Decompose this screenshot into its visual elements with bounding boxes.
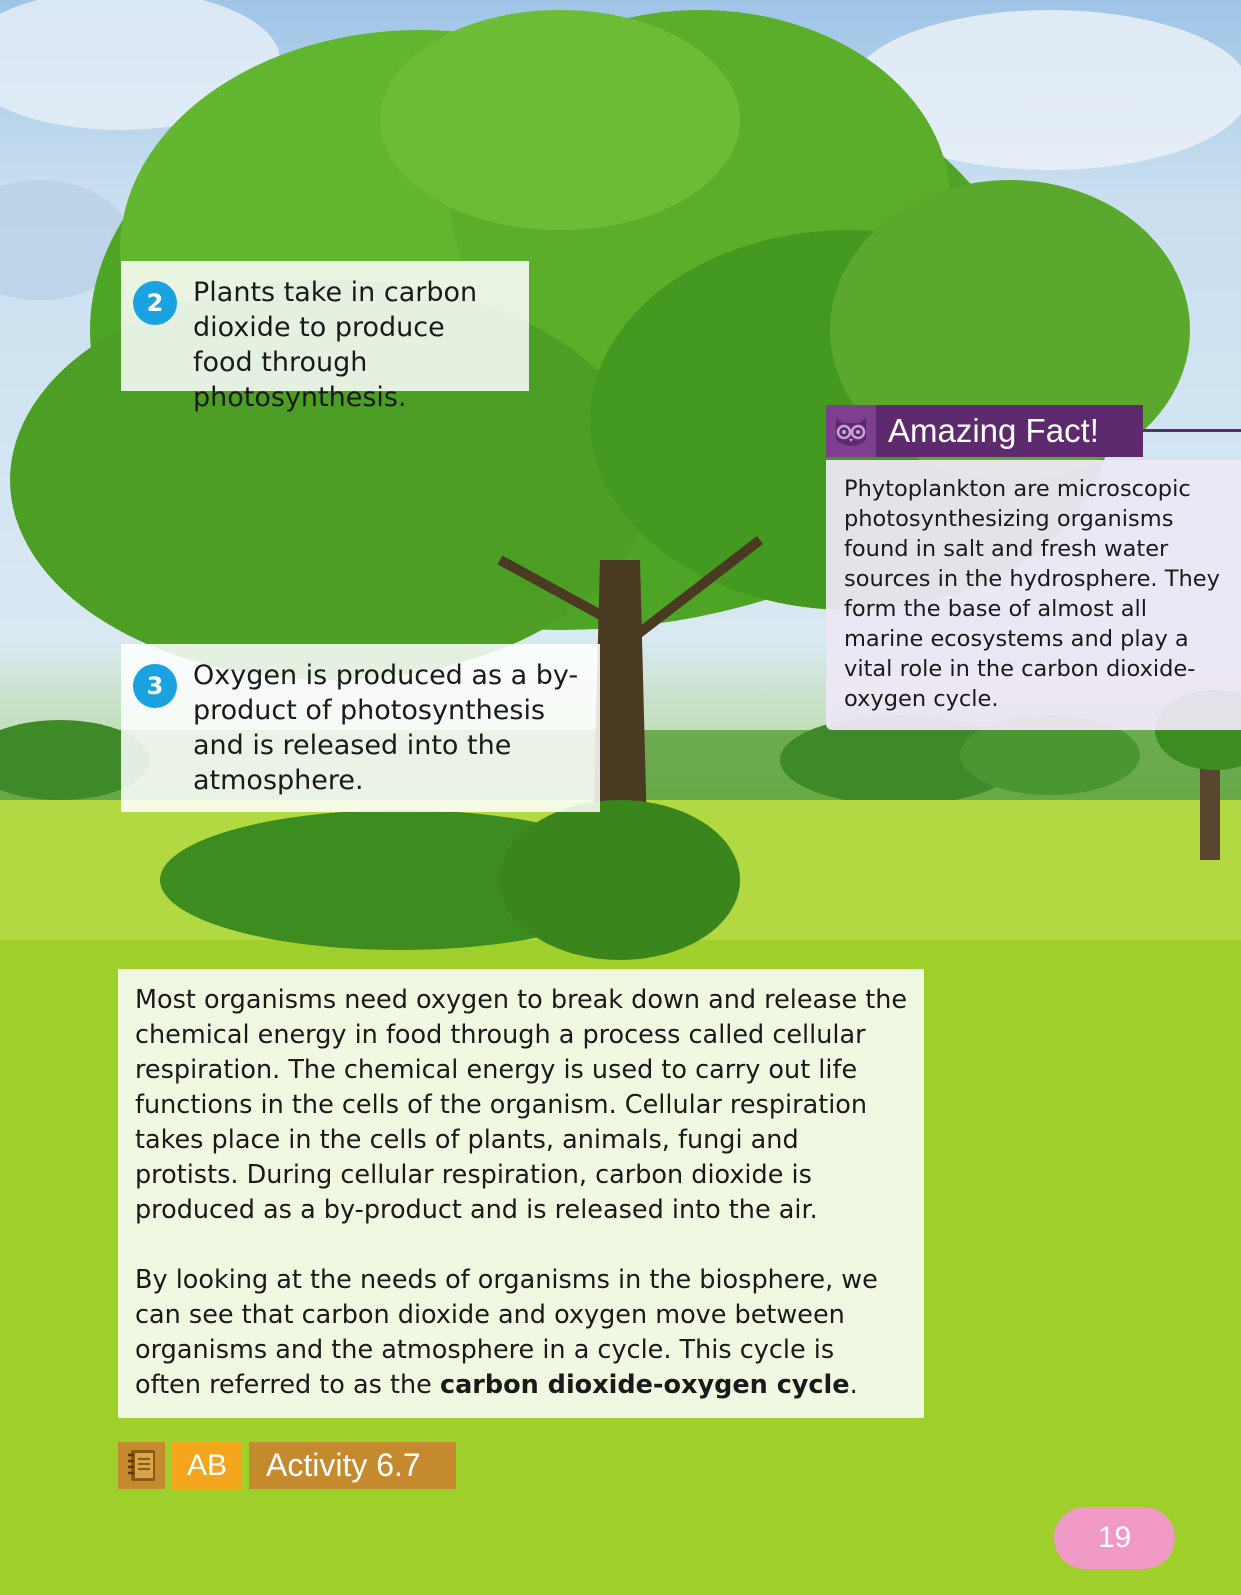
notebook-icon <box>118 1442 165 1489</box>
step-number-badge: 2 <box>133 281 177 325</box>
owl-icon <box>826 405 876 457</box>
paragraph-text: . <box>849 1370 858 1400</box>
page-number: 19 <box>1054 1507 1175 1569</box>
amazing-fact-box <box>826 460 1241 730</box>
main-text-box <box>118 969 924 1418</box>
step-text: Oxygen is produced as a by-product of photosynthesis and is released into the atmosphere. <box>193 660 579 796</box>
amazing-fact-header <box>826 405 1143 457</box>
paragraph-text: By looking at the needs of organisms in the biosphere, we can see that carbon dioxide and oxygen move between organisms and the atmosphere in a cycle. This cycle is often referred to as the <box>135 1265 878 1400</box>
key-term: carbon dioxide-oxygen cycle <box>439 1370 850 1400</box>
activity-link[interactable]: Activity 6.7 <box>249 1442 456 1489</box>
step-number-badge: 3 <box>133 664 177 708</box>
paragraph: Most organisms need oxygen to break down and release the chemical energy in food through a process called cellular respiration. The chemical energy is used to carry out life functions in the cells of the organism. Cellular respiration takes place in the cells of plants, animals, fungi and protists. During cellular respiration, carbon dioxide is produced as a by-product and is released into the air. <box>135 985 908 1225</box>
step-text: Plants take in carbon dioxide to produce food through photosynthesis. <box>193 277 478 413</box>
step-2-callout <box>121 261 529 413</box>
paragraph <box>135 1263 908 1403</box>
divider <box>1143 429 1241 432</box>
amazing-fact-text: Phytoplankton are microscopic photosynthesizing organisms found in salt and fresh water sources in the hydrosphere. They form the base of almost all marine ecosystems and play a vital role in the carbon dioxide-oxygen cycle. <box>844 476 1220 712</box>
step-3-callout <box>121 644 600 812</box>
amazing-fact-title: Amazing Fact! <box>888 412 1099 449</box>
ab-badge: AB <box>172 1442 242 1489</box>
